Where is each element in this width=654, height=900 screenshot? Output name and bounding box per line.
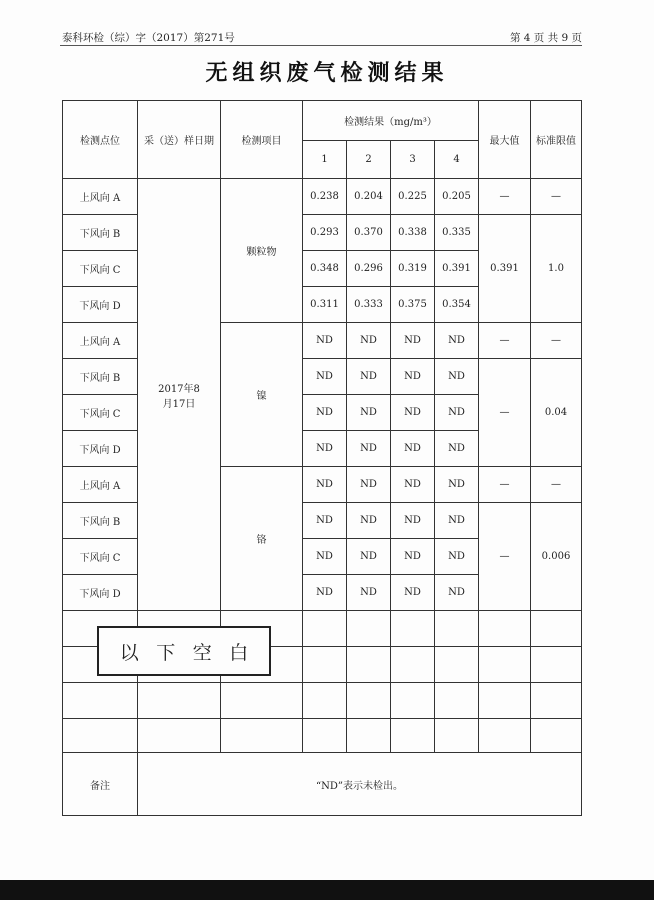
blank-cell bbox=[63, 719, 138, 753]
blank-cell bbox=[391, 647, 435, 683]
blank-cell bbox=[531, 719, 582, 753]
limit-cell: — bbox=[531, 323, 582, 359]
point-cell: 下风向 B bbox=[63, 503, 138, 539]
point-cell: 下风向 D bbox=[63, 431, 138, 467]
value-cell: ND bbox=[435, 503, 479, 539]
value-cell: 0.204 bbox=[347, 179, 391, 215]
blank-cell bbox=[479, 683, 531, 719]
scan-bottom-edge bbox=[0, 880, 654, 900]
value-cell: ND bbox=[347, 323, 391, 359]
blank-stamp bbox=[97, 626, 271, 676]
header-rule bbox=[60, 45, 582, 46]
value-cell: ND bbox=[391, 323, 435, 359]
value-cell: ND bbox=[435, 323, 479, 359]
point-cell: 下风向 D bbox=[63, 575, 138, 611]
max-cell: 0.391 bbox=[479, 215, 531, 323]
results-body bbox=[63, 101, 582, 816]
subheader-3: 3 bbox=[391, 141, 435, 179]
blank-row bbox=[63, 683, 582, 719]
blank-cell bbox=[531, 611, 582, 647]
stamp-char: 以 bbox=[119, 641, 139, 664]
blank-cell bbox=[391, 683, 435, 719]
value-cell: ND bbox=[391, 467, 435, 503]
value-cell: ND bbox=[347, 359, 391, 395]
subheader-1: 1 bbox=[303, 141, 347, 179]
blank-cell bbox=[347, 647, 391, 683]
value-cell: ND bbox=[391, 503, 435, 539]
max-cell: — bbox=[479, 467, 531, 503]
value-cell: 0.205 bbox=[435, 179, 479, 215]
value-cell: 0.338 bbox=[391, 215, 435, 251]
blank-cell bbox=[347, 719, 391, 753]
value-cell: ND bbox=[391, 431, 435, 467]
value-cell: 0.311 bbox=[303, 287, 347, 323]
value-cell: 0.238 bbox=[303, 179, 347, 215]
item-cell: 颗粒物 bbox=[221, 179, 303, 323]
limit-cell: 0.006 bbox=[531, 503, 582, 611]
blank-cell bbox=[303, 647, 347, 683]
point-cell: 上风向 A bbox=[63, 179, 138, 215]
blank-cell bbox=[303, 683, 347, 719]
page-title: 无组织废气检测结果 bbox=[205, 61, 449, 86]
value-cell: ND bbox=[303, 431, 347, 467]
limit-cell: 1.0 bbox=[531, 215, 582, 323]
value-cell: ND bbox=[435, 575, 479, 611]
subheader-4: 4 bbox=[435, 141, 479, 179]
value-cell: 0.391 bbox=[435, 251, 479, 287]
value-cell: ND bbox=[303, 575, 347, 611]
point-cell: 上风向 A bbox=[63, 323, 138, 359]
value-cell: ND bbox=[303, 395, 347, 431]
value-cell: ND bbox=[391, 539, 435, 575]
value-cell: ND bbox=[303, 359, 347, 395]
blank-cell bbox=[63, 683, 138, 719]
value-cell: ND bbox=[391, 395, 435, 431]
blank-cell bbox=[347, 611, 391, 647]
value-cell: 0.296 bbox=[347, 251, 391, 287]
value-cell: 0.348 bbox=[303, 251, 347, 287]
value-cell: ND bbox=[303, 503, 347, 539]
value-cell: ND bbox=[347, 575, 391, 611]
value-cell: ND bbox=[391, 575, 435, 611]
value-cell: 0.319 bbox=[391, 251, 435, 287]
value-cell: ND bbox=[303, 323, 347, 359]
limit-cell: — bbox=[531, 467, 582, 503]
blank-cell bbox=[479, 611, 531, 647]
max-cell: — bbox=[479, 323, 531, 359]
point-cell: 下风向 B bbox=[63, 215, 138, 251]
blank-cell bbox=[303, 719, 347, 753]
blank-row bbox=[63, 719, 582, 753]
value-cell: ND bbox=[435, 359, 479, 395]
results-table bbox=[62, 100, 582, 816]
date-cell: 2017年8月17日 bbox=[138, 179, 221, 611]
point-cell: 下风向 C bbox=[63, 395, 138, 431]
stamp-char: 白 bbox=[229, 641, 249, 664]
blank-cell bbox=[221, 683, 303, 719]
item-cell: 镍 bbox=[221, 323, 303, 467]
limit-cell: — bbox=[531, 179, 582, 215]
header-limit: 标准限值 bbox=[531, 101, 582, 179]
header-item: 检测项目 bbox=[221, 101, 303, 179]
value-cell: ND bbox=[347, 467, 391, 503]
table-row bbox=[63, 179, 582, 215]
value-cell: ND bbox=[347, 431, 391, 467]
remark-text: “ND”表示未检出。 bbox=[138, 753, 582, 816]
value-cell: ND bbox=[303, 467, 347, 503]
blank-cell bbox=[435, 647, 479, 683]
header-results: 检测结果（mg/m³） bbox=[303, 101, 479, 141]
remark-row bbox=[63, 753, 582, 816]
point-cell: 下风向 C bbox=[63, 539, 138, 575]
value-cell: 0.335 bbox=[435, 215, 479, 251]
blank-cell bbox=[138, 683, 221, 719]
value-cell: 0.225 bbox=[391, 179, 435, 215]
value-cell: 0.333 bbox=[347, 287, 391, 323]
value-cell: ND bbox=[435, 539, 479, 575]
value-cell: ND bbox=[303, 539, 347, 575]
header-date: 采（送）样日期 bbox=[138, 101, 221, 179]
stamp-char: 下 bbox=[156, 641, 176, 664]
blank-cell bbox=[531, 647, 582, 683]
blank-cell bbox=[138, 719, 221, 753]
point-cell: 下风向 D bbox=[63, 287, 138, 323]
doc-number: 泰科环检（综）字（2017）第271号 bbox=[62, 32, 235, 44]
value-cell: ND bbox=[391, 359, 435, 395]
value-cell: ND bbox=[435, 431, 479, 467]
value-cell: ND bbox=[347, 539, 391, 575]
max-cell: — bbox=[479, 359, 531, 467]
stamp-char: 空 bbox=[192, 641, 212, 664]
max-cell: — bbox=[479, 179, 531, 215]
blank-cell bbox=[303, 611, 347, 647]
point-cell: 上风向 A bbox=[63, 467, 138, 503]
blank-cell bbox=[391, 611, 435, 647]
blank-cell bbox=[479, 719, 531, 753]
max-cell: — bbox=[479, 503, 531, 611]
blank-cell bbox=[435, 719, 479, 753]
value-cell: 0.354 bbox=[435, 287, 479, 323]
point-cell: 下风向 C bbox=[63, 251, 138, 287]
blank-cell bbox=[391, 719, 435, 753]
value-cell: ND bbox=[435, 467, 479, 503]
page-info: 第 4 页 共 9 页 bbox=[509, 32, 582, 44]
subheader-2: 2 bbox=[347, 141, 391, 179]
limit-cell: 0.04 bbox=[531, 359, 582, 467]
header-max: 最大值 bbox=[479, 101, 531, 179]
point-cell: 下风向 B bbox=[63, 359, 138, 395]
blank-cell bbox=[435, 611, 479, 647]
value-cell: ND bbox=[435, 395, 479, 431]
value-cell: ND bbox=[347, 503, 391, 539]
value-cell: 0.293 bbox=[303, 215, 347, 251]
blank-cell bbox=[479, 647, 531, 683]
remark-label: 备注 bbox=[63, 753, 138, 816]
value-cell: ND bbox=[347, 395, 391, 431]
value-cell: 0.370 bbox=[347, 215, 391, 251]
header-point: 检测点位 bbox=[63, 101, 138, 179]
item-cell: 铬 bbox=[221, 467, 303, 611]
blank-cell bbox=[531, 683, 582, 719]
blank-cell bbox=[221, 719, 303, 753]
blank-cell bbox=[347, 683, 391, 719]
value-cell: 0.375 bbox=[391, 287, 435, 323]
blank-cell bbox=[435, 683, 479, 719]
